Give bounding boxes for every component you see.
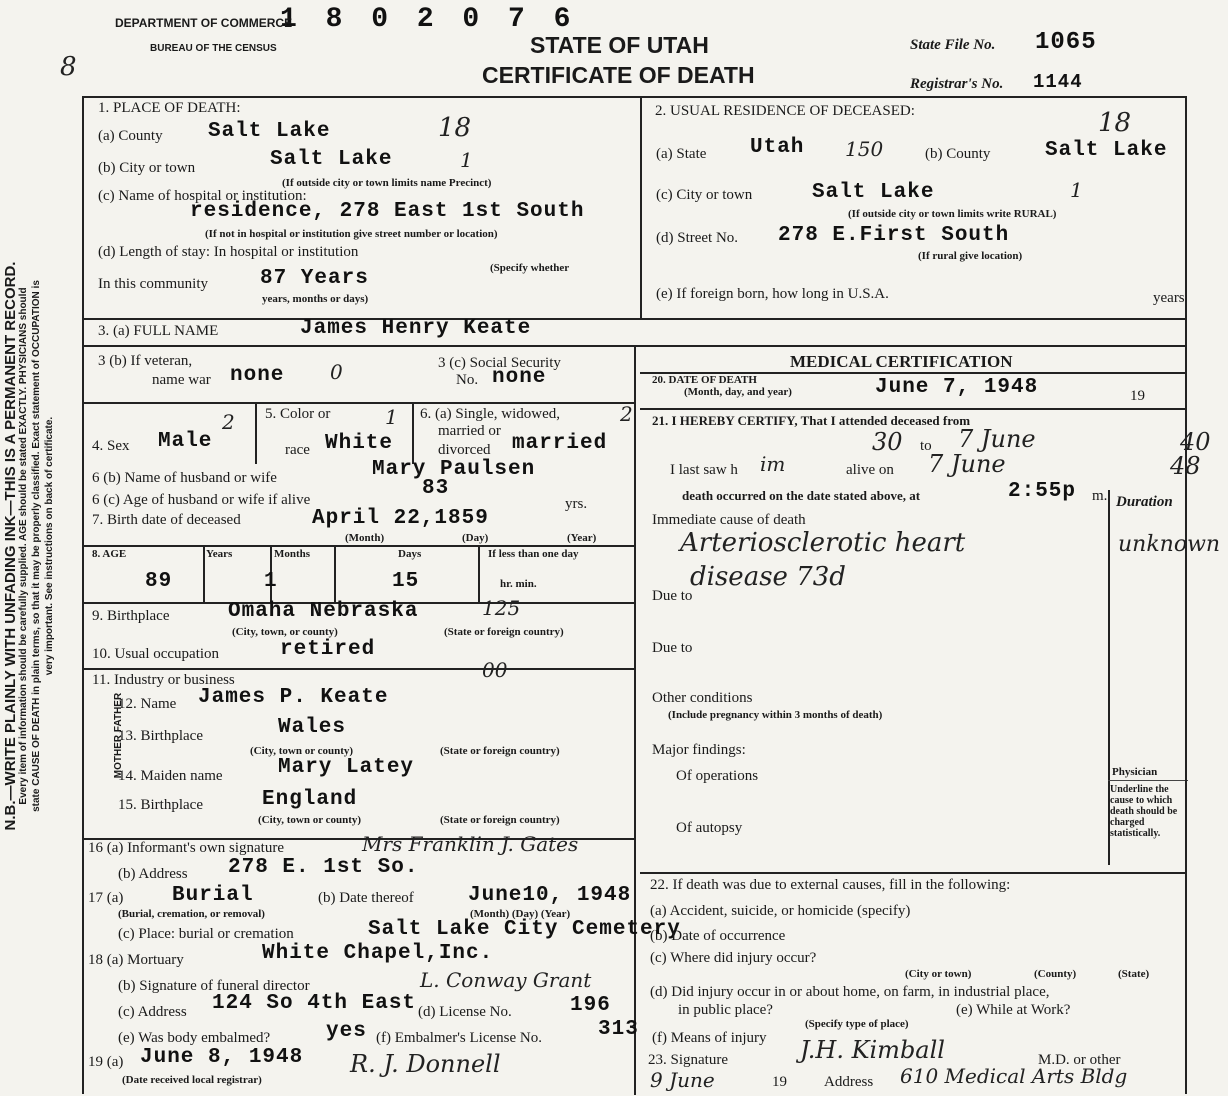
father-bp-label: 13. Birthplace bbox=[118, 728, 203, 744]
occupation-code: 00 bbox=[482, 658, 508, 682]
sex-label: 4. Sex bbox=[92, 438, 130, 454]
from-day: 30 bbox=[872, 428, 903, 456]
marital-label: 6. (a) Single, widowed, bbox=[420, 406, 560, 422]
full-name-label: 3. (a) FULL NAME bbox=[98, 323, 219, 339]
burial-date: June10, 1948 bbox=[468, 884, 632, 907]
birthplace-code: 125 bbox=[482, 596, 521, 620]
physician-signature: J.H. Kimball bbox=[800, 1036, 945, 1064]
occurred-label: death occurred on the date stated above, at bbox=[682, 488, 921, 503]
city-town-note: (City or town) bbox=[905, 968, 972, 980]
city-value: Salt Lake bbox=[270, 148, 393, 171]
state-title: STATE OF UTAH bbox=[530, 32, 709, 58]
last-saw-label: I last saw h bbox=[670, 462, 738, 478]
physician-box-note: Underline the cause to which death should be charged statistically. bbox=[1110, 784, 1178, 839]
burial-date-label: (b) Date thereof bbox=[318, 890, 414, 906]
medical-heading: MEDICAL CERTIFICATION bbox=[790, 352, 1013, 371]
to-label: to bbox=[920, 438, 932, 454]
marital-code: 2 bbox=[620, 402, 633, 426]
city-note: (If outside city or town limits name Precinct) bbox=[282, 177, 492, 189]
mortuary-value: White Chapel,Inc. bbox=[262, 942, 494, 965]
res-street-note: (If rural give location) bbox=[918, 250, 1023, 262]
received-date: June 8, 1948 bbox=[140, 1046, 304, 1069]
to-date: 7 June bbox=[958, 425, 1036, 453]
autopsy-label: Of autopsy bbox=[676, 820, 743, 836]
embalmed-label: (e) Was body embalmed? bbox=[118, 1030, 271, 1046]
bp-note-c: (City, town or county) bbox=[258, 814, 362, 826]
spouse-label: 6 (b) Name of husband or wife bbox=[92, 470, 277, 486]
spouse-age: 83 bbox=[422, 477, 450, 500]
color-code: 1 bbox=[385, 405, 398, 429]
place-heading: 1. PLACE OF DEATH: bbox=[98, 100, 241, 116]
parents-side-label: MOTHER FATHER bbox=[113, 692, 125, 779]
community-label: In this community bbox=[98, 276, 208, 292]
registrar-value: 1144 bbox=[1033, 71, 1083, 93]
state-note: (State) bbox=[1118, 968, 1150, 980]
industry-label: 11. Industry or business bbox=[92, 672, 235, 688]
state-file-label: State File No. bbox=[910, 37, 996, 53]
alive-date: 7 June bbox=[928, 450, 1006, 478]
father-name: James P. Keate bbox=[198, 686, 389, 709]
informant-label: 16 (a) Informant's own signature bbox=[88, 840, 284, 856]
director-address-label: (c) Address bbox=[118, 1004, 187, 1020]
means-label: (f) Means of injury bbox=[652, 1030, 767, 1046]
specify-type: (Specify type of place) bbox=[805, 1018, 909, 1030]
certify-line: 21. I HEREBY CERTIFY, That I attended deceased from bbox=[652, 413, 971, 428]
other-label: Other conditions bbox=[652, 690, 753, 706]
months-label: Months bbox=[274, 548, 311, 560]
stamp-number: 1 8 0 2 0 7 6 bbox=[280, 4, 577, 35]
veteran-code: 0 bbox=[330, 360, 343, 384]
last-saw-value: im bbox=[760, 452, 786, 476]
mortuary-label: 18 (a) Mortuary bbox=[88, 952, 184, 968]
death-time: 2:55p bbox=[1008, 480, 1077, 503]
mother-name: Mary Latey bbox=[278, 756, 415, 779]
state-file-value: 1065 bbox=[1035, 29, 1097, 56]
alive-on-label: alive on bbox=[846, 462, 894, 478]
hospital-label: (c) Name of hospital or institution: bbox=[98, 188, 307, 204]
marital-label3: divorced bbox=[438, 442, 491, 458]
ss-value: none bbox=[492, 366, 547, 389]
name-war-label: name war bbox=[152, 372, 211, 388]
home-label-1: (d) Did injury occur in or about home, on farm, in industrial place, bbox=[650, 984, 1050, 1000]
operations-label: Of operations bbox=[676, 768, 759, 784]
res-city-label: (c) City or town bbox=[656, 187, 753, 203]
county-note: (County) bbox=[1034, 968, 1077, 980]
res-state: Utah bbox=[750, 136, 805, 159]
color-value: White bbox=[325, 432, 394, 455]
physician-address: 610 Medical Arts Bldg bbox=[900, 1064, 1128, 1088]
director-label: (b) Signature of funeral director bbox=[118, 978, 310, 994]
bp-note-b: (State or foreign country) bbox=[440, 745, 560, 757]
ss-no-label: No. bbox=[456, 372, 479, 388]
immediate-cause-2: disease 73d bbox=[690, 562, 846, 592]
birth-value: April 22,1859 bbox=[312, 507, 489, 530]
burial-place: Salt Lake City Cemetery bbox=[368, 918, 681, 941]
res-street-label: (d) Street No. bbox=[656, 230, 739, 246]
res-county-label: (b) County bbox=[925, 146, 991, 162]
birth-label: 7. Birth date of deceased bbox=[92, 512, 241, 528]
spouse-value: Mary Paulsen bbox=[372, 458, 536, 481]
where-label: (c) Where did injury occur? bbox=[650, 950, 817, 966]
mother-bp-label: 15. Birthplace bbox=[118, 797, 203, 813]
physician-box-title: Physician bbox=[1112, 766, 1158, 778]
external-heading: 22. If death was due to external causes, fill in the following: bbox=[650, 877, 1011, 893]
embalmer-label: (f) Embalmer's License No. bbox=[376, 1030, 542, 1046]
sex-code: 2 bbox=[222, 410, 235, 434]
burial-mdy: (Month) (Day) (Year) bbox=[470, 908, 571, 920]
hospital-note: (If not in hospital or institution give street number or location) bbox=[205, 228, 498, 240]
father-bp: Wales bbox=[278, 716, 347, 739]
year-prefix: 19 bbox=[772, 1074, 787, 1090]
date-death-label2: (Month, day, and year) bbox=[684, 386, 792, 398]
informant-address-label: (b) Address bbox=[118, 866, 188, 882]
res-city-note: (If outside city or town limits write RURAL) bbox=[848, 208, 1057, 220]
stay-label: (d) Length of stay: In hospital or institution bbox=[98, 244, 359, 260]
mother-bp: England bbox=[262, 788, 358, 811]
year-label: (Year) bbox=[567, 532, 597, 544]
mother-label: 14. Maiden name bbox=[118, 768, 223, 784]
sex-value: Male bbox=[158, 430, 213, 453]
address-label: Address bbox=[824, 1074, 874, 1090]
signature-date: 9 June bbox=[650, 1068, 715, 1092]
received-label: 19 (a) bbox=[88, 1054, 124, 1070]
work-label: (e) While at Work? bbox=[956, 1002, 1071, 1018]
license-value: 196 bbox=[570, 994, 611, 1017]
age-months: 1 bbox=[264, 570, 278, 593]
margin-mark: 8 bbox=[60, 52, 77, 82]
birthplace-value: Omaha Nebraska bbox=[228, 600, 419, 623]
days-label: Days bbox=[398, 548, 422, 560]
informant-signature: Mrs Franklin J. Gates bbox=[362, 832, 579, 856]
res-foreign-label: (e) If foreign born, how long in U.S.A. bbox=[656, 286, 889, 302]
m-label: m. bbox=[1092, 488, 1108, 504]
res-city-code: 1 bbox=[1070, 178, 1083, 202]
license-label: (d) License No. bbox=[418, 1004, 512, 1020]
received-note: (Date received local registrar) bbox=[122, 1074, 262, 1086]
date-tail: 19 bbox=[1130, 388, 1145, 404]
registrar-label: Registrar's No. bbox=[910, 76, 1004, 92]
burial-note: (Burial, cremation, or removal) bbox=[118, 908, 265, 920]
bp-note1: (City, town, or county) bbox=[232, 626, 338, 638]
county-value: Salt Lake bbox=[208, 120, 331, 143]
age-years: 89 bbox=[145, 570, 173, 593]
duration-label: Duration bbox=[1116, 494, 1173, 510]
veteran-label: 3 (b) If veteran, bbox=[98, 353, 193, 369]
occupation-value: retired bbox=[280, 638, 376, 661]
bureau: BUREAU OF THE CENSUS bbox=[150, 43, 277, 54]
alive-year: 48 bbox=[1170, 452, 1201, 480]
marital-label2: married or bbox=[438, 423, 501, 439]
bp-note-d: (State or foreign country) bbox=[440, 814, 560, 826]
marital-value: married bbox=[512, 432, 608, 455]
res-state-code: 150 bbox=[845, 137, 884, 161]
birthplace-label: 9. Birthplace bbox=[92, 608, 170, 624]
county-label: (a) County bbox=[98, 128, 163, 144]
veteran-value: none bbox=[230, 364, 285, 387]
embalmer-value: 313 bbox=[598, 1018, 639, 1041]
embalmed-value: yes bbox=[326, 1020, 367, 1043]
residence-heading: 2. USUAL RESIDENCE OF DECEASED: bbox=[655, 103, 915, 119]
age-label: 8. AGE bbox=[92, 548, 127, 560]
res-state-label: (a) State bbox=[656, 146, 707, 162]
director-signature: L. Conway Grant bbox=[420, 968, 592, 992]
hospital-value: residence, 278 East 1st South bbox=[190, 200, 585, 223]
accident-label: (a) Accident, suicide, or homicide (specify) bbox=[650, 903, 911, 919]
ss-label: 3 (c) Social Security bbox=[438, 355, 561, 371]
res-county: Salt Lake bbox=[1045, 139, 1168, 162]
unknown-duration: unknown bbox=[1118, 532, 1221, 557]
years-label: Years bbox=[206, 548, 233, 560]
due-to-2: Due to bbox=[652, 640, 693, 656]
from-year: 40 bbox=[1180, 428, 1211, 456]
due-to-1: Due to bbox=[652, 588, 693, 604]
side-instructions: N.B.—WRITE PLAINLY WITH UNFADING INK—THIS IS A PERMANENT RECORD. Every item of information should be carefully supplied. AGE should be stated EXACTLY. PHYSICIANS should state CAUSE OF DEATH in plain terms, so that it may be properly classified. Exact statement of OCCUPATION is very important. See instructions on back of certificate. bbox=[2, 261, 55, 831]
major-label: Major findings: bbox=[652, 742, 746, 758]
informant-address: 278 E. 1st So. bbox=[228, 856, 419, 879]
registrar-signature: R. J. Donnell bbox=[350, 1050, 501, 1078]
race-label: race bbox=[285, 442, 310, 458]
certificate-title: CERTIFICATE OF DEATH bbox=[482, 62, 755, 88]
immediate-cause-1: Arteriosclerotic heart bbox=[680, 528, 966, 558]
immediate-label: Immediate cause of death bbox=[652, 512, 806, 528]
full-name: James Henry Keate bbox=[300, 317, 532, 340]
burial-place-label: (c) Place: burial or cremation bbox=[118, 926, 294, 942]
res-street: 278 E.First South bbox=[778, 224, 1010, 247]
bp-note-a: (City, town or county) bbox=[250, 745, 354, 757]
community-value: 87 Years bbox=[260, 267, 369, 290]
burial-value: Burial bbox=[172, 884, 254, 907]
bp-note2: (State or foreign country) bbox=[444, 626, 564, 638]
home-label-2: in public place? bbox=[678, 1002, 773, 1018]
date-occ-label: (b) Date of occurrence bbox=[650, 928, 786, 944]
signature-label: 23. Signature bbox=[648, 1052, 728, 1068]
specify-label: (Specify whether bbox=[490, 262, 570, 274]
res-city: Salt Lake bbox=[812, 181, 935, 204]
hr-min: hr. min. bbox=[500, 578, 537, 590]
director-address: 124 So 4th East bbox=[212, 992, 417, 1015]
day-label: (Day) bbox=[462, 532, 489, 544]
occupation-label: 10. Usual occupation bbox=[92, 646, 220, 662]
less-label: If less than one day bbox=[488, 548, 579, 560]
age-days: 15 bbox=[392, 570, 420, 593]
res-years: years bbox=[1153, 290, 1185, 306]
department: DEPARTMENT OF COMMERCE bbox=[115, 16, 293, 30]
month-label: (Month) bbox=[345, 532, 385, 544]
yrs-label: yrs. bbox=[565, 496, 588, 512]
md-label: M.D. or other bbox=[1038, 1052, 1121, 1068]
date-death: June 7, 1948 bbox=[875, 376, 1039, 399]
other-note: (Include pregnancy within 3 months of death) bbox=[668, 709, 883, 721]
father-label: 12. Name bbox=[118, 696, 177, 712]
spouse-age-label: 6 (c) Age of husband or wife if alive bbox=[92, 492, 311, 508]
date-death-label1: 20. DATE OF DEATH bbox=[652, 374, 757, 386]
community-note: years, months or days) bbox=[262, 293, 369, 305]
city-label: (b) City or town bbox=[98, 160, 196, 176]
burial-label: 17 (a) bbox=[88, 890, 124, 906]
res-county-code: 18 bbox=[1098, 108, 1132, 138]
county-code: 18 bbox=[438, 113, 472, 143]
city-code: 1 bbox=[460, 148, 473, 172]
color-label: 5. Color or bbox=[265, 406, 331, 422]
